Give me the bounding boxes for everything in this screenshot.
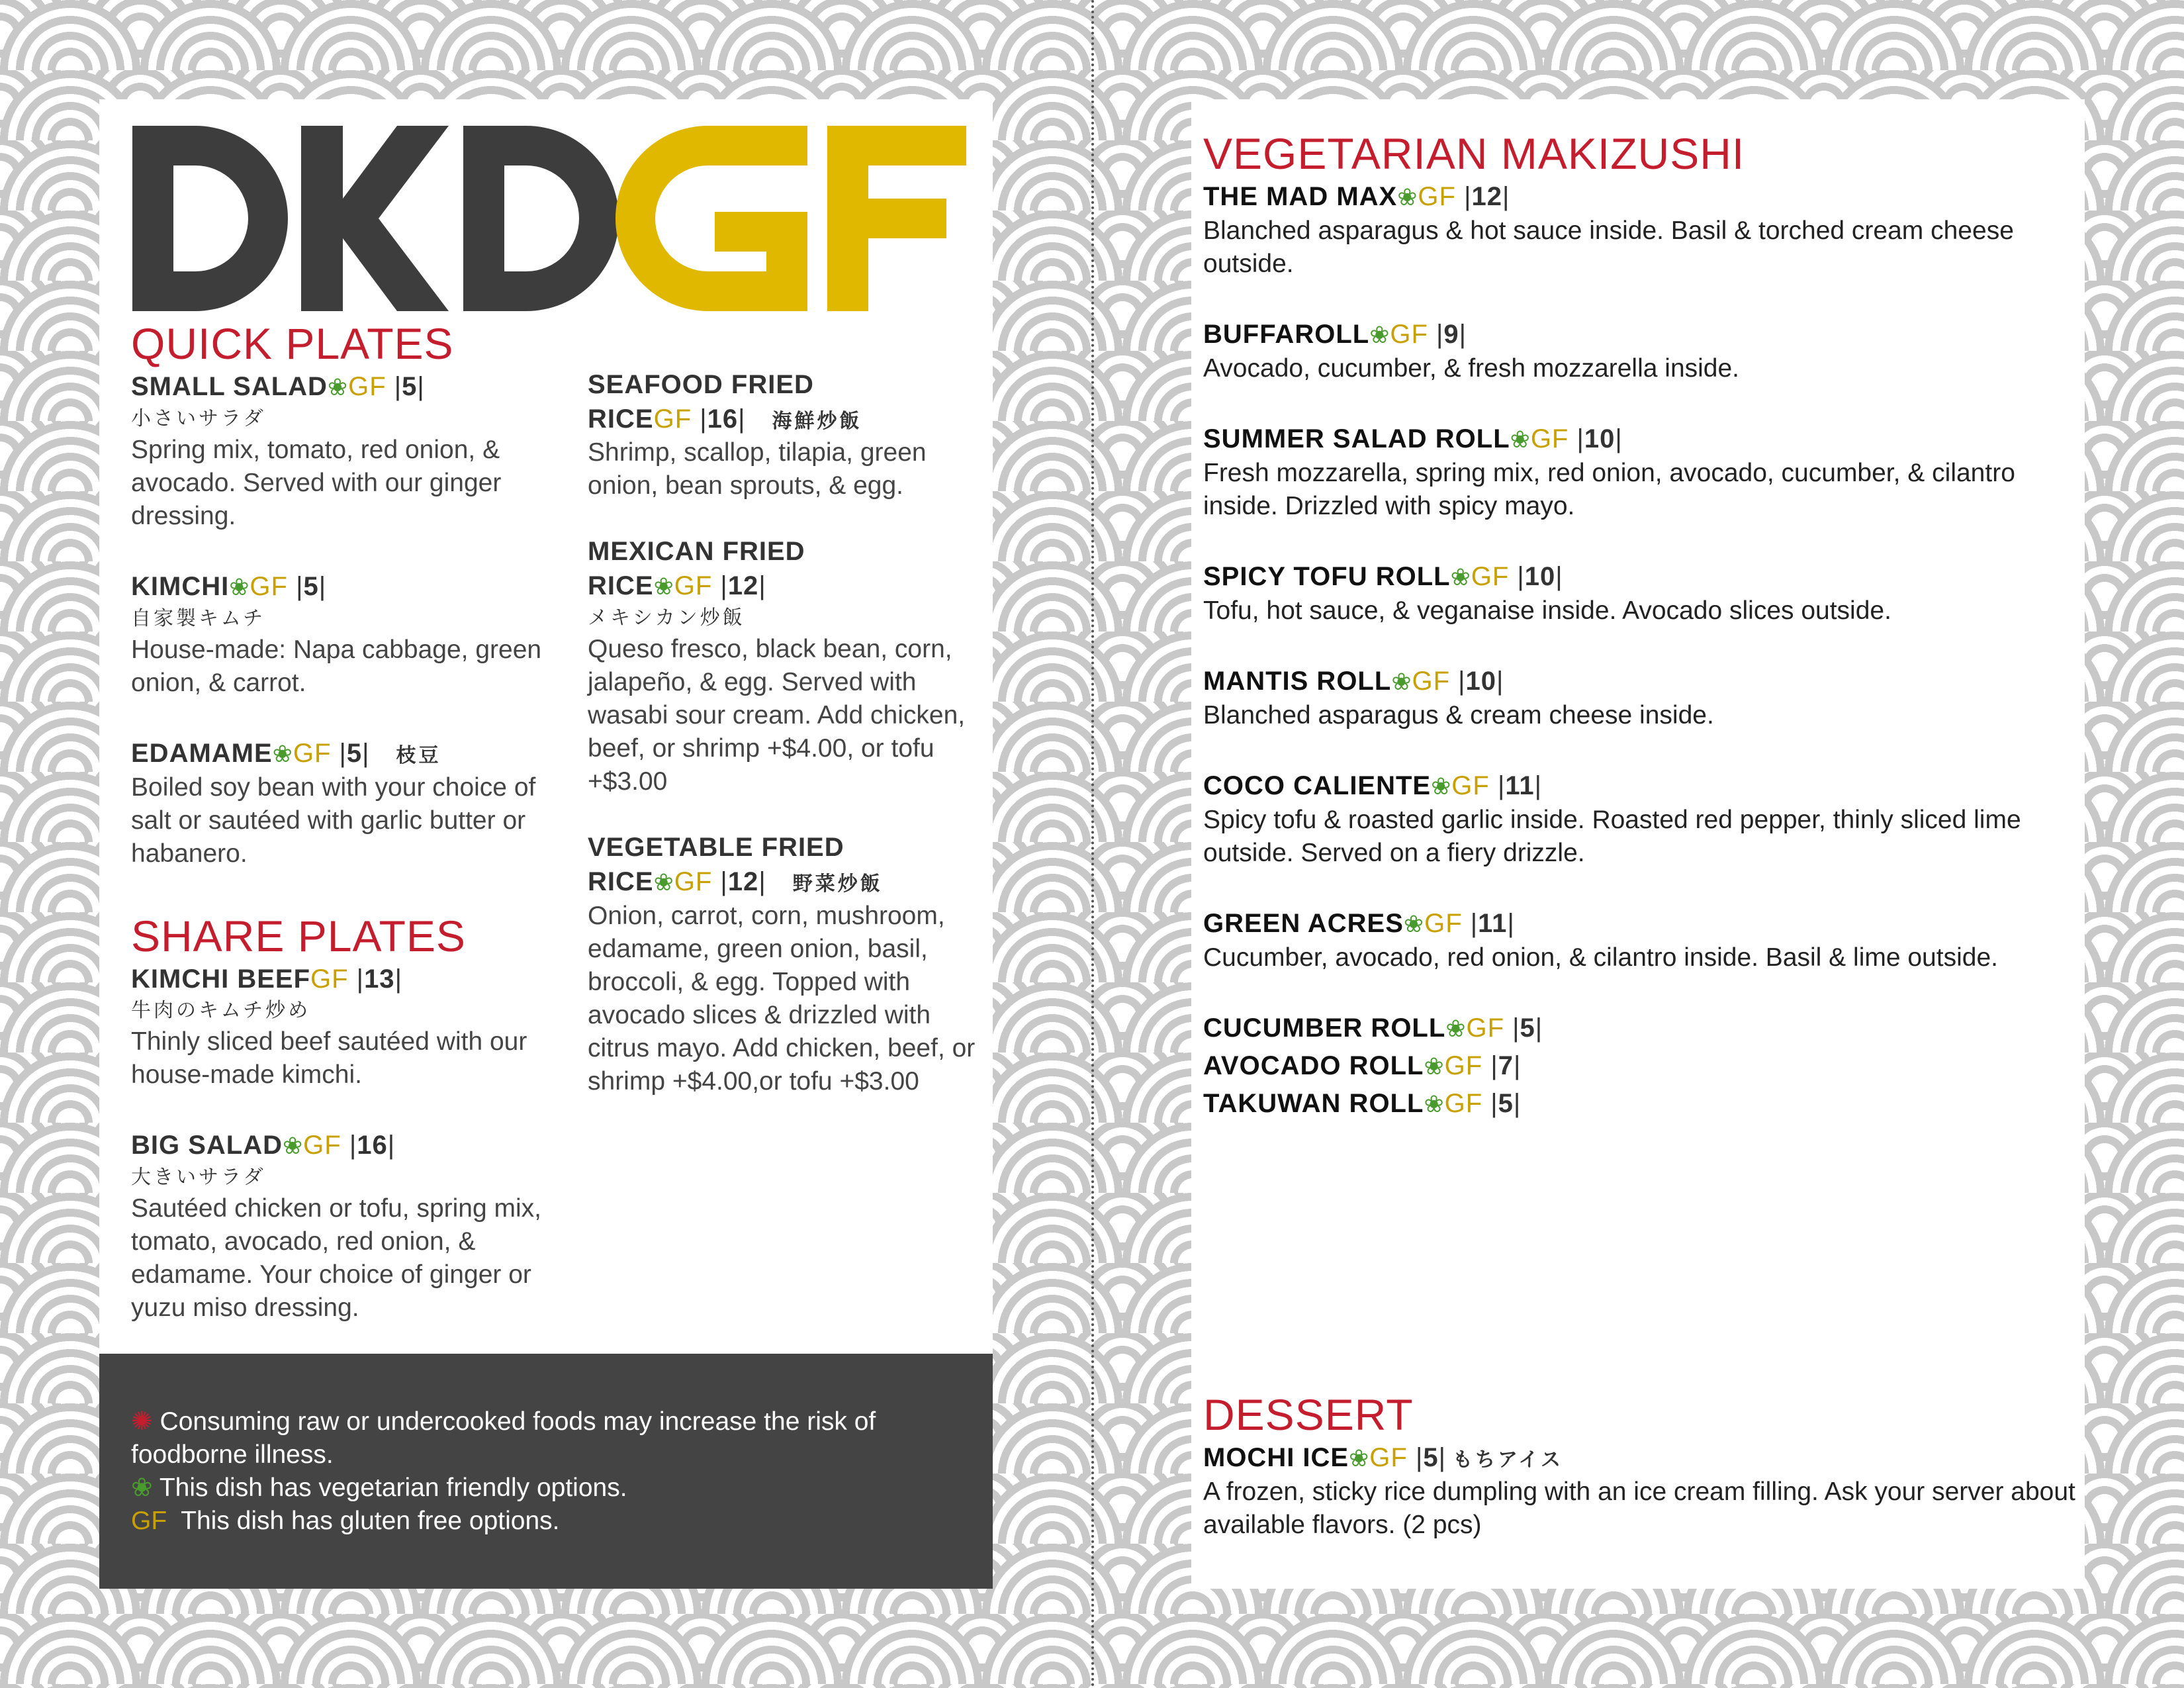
menu-item-coco-caliente: COCO CALIENTE❀GF |11| Spicy tofu & roasted garlic inside. Roasted red pepper, thinly sliced lime outside. Served on a fiery drizzle. bbox=[1203, 769, 2077, 870]
gf-label: GF bbox=[1390, 320, 1428, 349]
logo-text: DKD bbox=[132, 119, 134, 120]
gf-label: GF bbox=[250, 572, 288, 601]
menu-item-kimchi: KIMCHI❀GF |5| 自家製キムチ House-made: Napa cabbage, green onion, & carrot. bbox=[131, 569, 555, 700]
item-name: BUFFAROLL bbox=[1203, 320, 1370, 349]
item-japanese: 枝豆 bbox=[396, 744, 441, 767]
gf-label: GF bbox=[1466, 1013, 1505, 1043]
legend-gf: GF This dish has gluten free options. bbox=[131, 1507, 560, 1535]
gf-label: GF bbox=[310, 964, 349, 994]
flower-icon: ❀ bbox=[283, 1132, 304, 1159]
left-page bbox=[99, 99, 993, 1357]
item-price: 10 bbox=[1465, 667, 1497, 696]
item-description: Shrimp, scallop, tilapia, green onion, bean sprouts, & egg. bbox=[588, 438, 927, 500]
gf-label: GF bbox=[1444, 1051, 1483, 1080]
item-name: EDAMAME bbox=[131, 739, 273, 768]
gf-label: GF bbox=[293, 739, 332, 768]
item-description: Blanched asparagus & cream cheese inside. bbox=[1203, 701, 1714, 729]
item-price: 5 bbox=[1520, 1013, 1535, 1043]
flower-icon: ❀ bbox=[1397, 183, 1418, 211]
fold-line bbox=[1091, 0, 1094, 1688]
gf-label: GF bbox=[303, 1131, 341, 1160]
menu-item-mochi-ice: MOCHI ICE❀GF |5| もちアイス A frozen, sticky rice dumpling with an ice cream filling. Ask your server about available flavors. (2 pcs) bbox=[1203, 1440, 2077, 1542]
vegetarian-title: VEGETARIAN MAKIZUSHI bbox=[1203, 129, 1745, 178]
item-name-line1: VEGETABLE FRIED bbox=[588, 833, 844, 862]
item-description: Cucumber, avocado, red onion, & cilantro inside. Basil & lime outside. bbox=[1203, 943, 1998, 972]
item-name: COCO CALIENTE bbox=[1203, 771, 1432, 800]
item-price: 12 bbox=[727, 867, 759, 896]
gf-label: GF bbox=[1451, 771, 1490, 800]
menu-item-small-salad: SMALL SALAD❀GF |5| 小さいサラダ Spring mix, tomato, red onion, & avocado. Served with our ginger dressing. bbox=[131, 369, 555, 533]
menu-item-mantis-roll: MANTIS ROLL❀GF |10| Blanched asparagus & cream cheese inside. bbox=[1203, 664, 2077, 732]
menu-item-avocado-roll: AVOCADO ROLL❀GF |7| bbox=[1203, 1051, 1522, 1080]
flower-icon: ❀ bbox=[1450, 563, 1471, 590]
legend-veg: ❀ This dish has vegetarian friendly options. bbox=[131, 1474, 627, 1502]
item-price: 12 bbox=[1471, 182, 1502, 211]
gf-label: GF bbox=[653, 404, 692, 434]
item-japanese: 小さいサラダ bbox=[131, 407, 266, 430]
flower-icon: ❀ bbox=[327, 373, 349, 400]
item-price: 11 bbox=[1478, 909, 1508, 938]
gf-label: GF bbox=[1444, 1089, 1483, 1118]
logo bbox=[132, 119, 966, 318]
item-japanese: メキシカン炒飯 bbox=[588, 606, 745, 630]
item-description: Blanched asparagus & hot sauce inside. Basil & torched cream cheese outside. bbox=[1203, 216, 2014, 278]
item-description: Boiled soy bean with your choice of salt or sautéed with garlic butter or habanero. bbox=[131, 773, 536, 868]
item-name: SPICY TOFU ROLL bbox=[1203, 562, 1451, 591]
item-name: SMALL SALAD bbox=[131, 372, 328, 401]
item-price: 11 bbox=[1505, 771, 1535, 800]
menu-item-takuwan-roll: TAKUWAN ROLL❀GF |5| bbox=[1203, 1089, 1522, 1118]
item-name: AVOCADO ROLL bbox=[1203, 1051, 1424, 1080]
legend-box bbox=[99, 1354, 993, 1589]
item-price: 12 bbox=[727, 571, 759, 600]
item-name: KIMCHI BEEF bbox=[131, 964, 310, 994]
item-description: Spring mix, tomato, red onion, & avocado. Served with our ginger dressing. bbox=[131, 436, 502, 530]
flower-icon: ❀ bbox=[1510, 426, 1531, 453]
flower-icon: ❀ bbox=[1349, 1444, 1370, 1472]
menu-item-edamame: EDAMAME❀GF |5| 枝豆 Boiled soy bean with your choice of salt or sautéed with garlic butter or habanero. bbox=[131, 736, 555, 870]
item-price: 13 bbox=[364, 964, 395, 994]
item-description: Spicy tofu & roasted garlic inside. Roasted red pepper, thinly sliced lime outside. Served on a fiery drizzle. bbox=[1203, 806, 2021, 867]
column-fried-rice bbox=[588, 367, 985, 1135]
menu-item-summer-salad-roll: SUMMER SALAD ROLL❀GF |10| Fresh mozzarella, spring mix, red onion, avocado, cucumber, & cilantro inside. Drizzled with spicy mayo. bbox=[1203, 422, 2077, 523]
column-quick-share bbox=[131, 319, 555, 1361]
item-name-line1: MEXICAN FRIED bbox=[588, 537, 805, 566]
legend-raw: ✺ Consuming raw or undercooked foods may increase the risk of foodborne illness. bbox=[131, 1407, 876, 1469]
item-description: Sautéed chicken or tofu, spring mix, tomato, avocado, red onion, & edamame. Your choice of ginger or yuzu miso dressing. bbox=[131, 1194, 541, 1322]
item-description: Avocado, cucumber, & fresh mozzarella inside. bbox=[1203, 354, 1740, 383]
flower-icon: ❀ bbox=[1369, 321, 1390, 348]
menu-item-big-salad: BIG SALAD❀GF |16| 大きいサラダ Sautéed chicken or tofu, spring mix, tomato, avocado, red onion, & edamame. Your choice of ginger or yuzu miso dressing. bbox=[131, 1128, 555, 1325]
dessert-title: DESSERT bbox=[1203, 1390, 1414, 1439]
flower-icon: ❀ bbox=[1403, 910, 1425, 937]
item-description: Onion, carrot, corn, mushroom, edamame, green onion, basil, broccoli, & egg. Topped with avocado slices & drizzled with citrus mayo. Add chicken, beef, or shrimp +$4.00,or tofu +$3.00 bbox=[588, 902, 976, 1096]
gf-label: GF bbox=[1424, 909, 1463, 938]
item-name-line1: SEAFOOD FRIED bbox=[588, 370, 814, 399]
item-japanese: もちアイス bbox=[1453, 1448, 1563, 1472]
menu-item-mexican-fried-rice: MEXICAN FRIED RICE❀GF |12| メキシカン炒飯 Queso fresco, black bean, corn, jalapeño, & egg. Served with wasabi sour cream. Add chicken, beef, or shrimp +$4.00, or tofu +$3.00 bbox=[588, 534, 985, 798]
gf-label: GF bbox=[131, 1507, 167, 1535]
item-price: 16 bbox=[707, 404, 739, 434]
gf-label: GF bbox=[1412, 667, 1451, 696]
menu-item-cucumber-roll: CUCUMBER ROLL❀GF |5| bbox=[1203, 1013, 1543, 1043]
item-description: Tofu, hot sauce, & veganaise inside. Avocado slices outside. bbox=[1203, 596, 1891, 625]
flower-icon: ❀ bbox=[1431, 773, 1452, 800]
gf-label: GF bbox=[674, 571, 713, 600]
gf-label: GF bbox=[348, 372, 387, 401]
gf-label: GF bbox=[674, 867, 713, 896]
flower-icon: ❀ bbox=[653, 868, 674, 896]
item-name-line2: RICE bbox=[588, 404, 654, 434]
item-japanese: 野菜炒飯 bbox=[792, 872, 883, 896]
item-japanese: 自家製キムチ bbox=[131, 607, 266, 630]
menu-item-seafood-fried-rice: SEAFOOD FRIED RICEGF |16| 海鮮炒飯 Shrimp, scallop, tilapia, green onion, bean sprouts, & egg. bbox=[588, 367, 985, 502]
gf-label: GF bbox=[1530, 424, 1569, 453]
item-name-line2: RICE bbox=[588, 571, 654, 600]
flower-icon: ❀ bbox=[1424, 1053, 1445, 1080]
item-price: 5 bbox=[346, 739, 363, 768]
item-name: BIG SALAD bbox=[131, 1131, 283, 1160]
item-japanese: 大きいサラダ bbox=[131, 1166, 266, 1189]
item-price: 5 bbox=[1498, 1089, 1514, 1118]
item-name: MOCHI ICE bbox=[1203, 1443, 1349, 1472]
item-price: 5 bbox=[303, 572, 319, 601]
right-page bbox=[1191, 99, 2085, 1589]
gf-label: GF bbox=[1369, 1443, 1408, 1472]
item-price: 7 bbox=[1498, 1051, 1514, 1080]
flower-icon: ❀ bbox=[1445, 1015, 1467, 1042]
item-description: Thinly sliced beef sautéed with our house-made kimchi. bbox=[131, 1027, 527, 1089]
item-price: 10 bbox=[1524, 562, 1556, 591]
item-price: 5 bbox=[402, 372, 418, 401]
flower-icon: ❀ bbox=[1391, 668, 1412, 695]
flower-icon: ❀ bbox=[229, 573, 250, 600]
item-name: GREEN ACRES bbox=[1203, 909, 1404, 938]
item-name-line2: RICE bbox=[588, 867, 654, 896]
flower-icon: ❀ bbox=[272, 740, 293, 767]
item-japanese: 牛肉のキムチ炒め bbox=[131, 999, 311, 1022]
column-vegetarian bbox=[1203, 129, 2077, 1124]
flower-icon: ❀ bbox=[1424, 1090, 1445, 1117]
item-description: Fresh mozzarella, spring mix, red onion, avocado, cucumber, & cilantro inside. Drizzled with spicy mayo. bbox=[1203, 459, 2015, 520]
item-price: 10 bbox=[1584, 424, 1615, 453]
item-description: A frozen, sticky rice dumpling with an ice cream filling. Ask your server about available flavors. (2 pcs) bbox=[1203, 1477, 2075, 1539]
gf-label: GF bbox=[1418, 182, 1456, 211]
item-name: THE MAD MAX bbox=[1203, 182, 1398, 211]
item-description: House-made: Napa cabbage, green onion, & carrot. bbox=[131, 635, 542, 697]
share-plates-title: SHARE PLATES bbox=[131, 912, 466, 961]
item-japanese: 海鮮炒飯 bbox=[772, 410, 862, 433]
item-name: KIMCHI bbox=[131, 572, 230, 601]
menu-item-buffaroll: BUFFAROLL❀GF |9| Avocado, cucumber, & fresh mozzarella inside. bbox=[1203, 317, 2077, 385]
gf-label: GF bbox=[1471, 562, 1510, 591]
menu-item-green-acres: GREEN ACRES❀GF |11| Cucumber, avocado, red onion, & cilantro inside. Basil & lime outside. bbox=[1203, 906, 2077, 974]
menu-item-vegetable-fried-rice: VEGETABLE FRIED RICE❀GF |12| 野菜炒飯 Onion, carrot, corn, mushroom, edamame, green onion, basil, broccoli, & egg. Topped with avocado slices & drizzled with citrus mayo. Add chicken, beef, or shrimp +$4.00,or tofu +$3.00 bbox=[588, 830, 985, 1098]
item-name: SUMMER SALAD ROLL bbox=[1203, 424, 1510, 453]
flower-icon: ❀ bbox=[131, 1474, 153, 1502]
item-name: CUCUMBER ROLL bbox=[1203, 1013, 1446, 1043]
item-price: 9 bbox=[1443, 320, 1459, 349]
column-dessert bbox=[1203, 1390, 2077, 1578]
item-name: TAKUWAN ROLL bbox=[1203, 1089, 1424, 1118]
item-price: 5 bbox=[1423, 1443, 1439, 1472]
item-name: MANTIS ROLL bbox=[1203, 667, 1392, 696]
flower-icon: ❀ bbox=[653, 573, 674, 600]
menu-item-kimchi-beef: KIMCHI BEEFGF |13| 牛肉のキムチ炒め Thinly sliced beef sautéed with our house-made kimchi. bbox=[131, 962, 555, 1092]
quick-plates-title: QUICK PLATES bbox=[131, 319, 454, 368]
raw-warning-icon: ✺ bbox=[131, 1407, 153, 1436]
menu-item-mad-max: THE MAD MAX❀GF |12| Blanched asparagus & hot sauce inside. Basil & torched cream cheese outside. bbox=[1203, 179, 2077, 281]
item-price: 16 bbox=[357, 1131, 388, 1160]
item-description: Queso fresco, black bean, corn, jalapeño, & egg. Served with wasabi sour cream. Add chicken, beef, or shrimp +$4.00, or tofu +$3.00 bbox=[588, 635, 966, 796]
menu-item-spicy-tofu-roll: SPICY TOFU ROLL❀GF |10| Tofu, hot sauce, & veganaise inside. Avocado slices outside. bbox=[1203, 559, 2077, 628]
